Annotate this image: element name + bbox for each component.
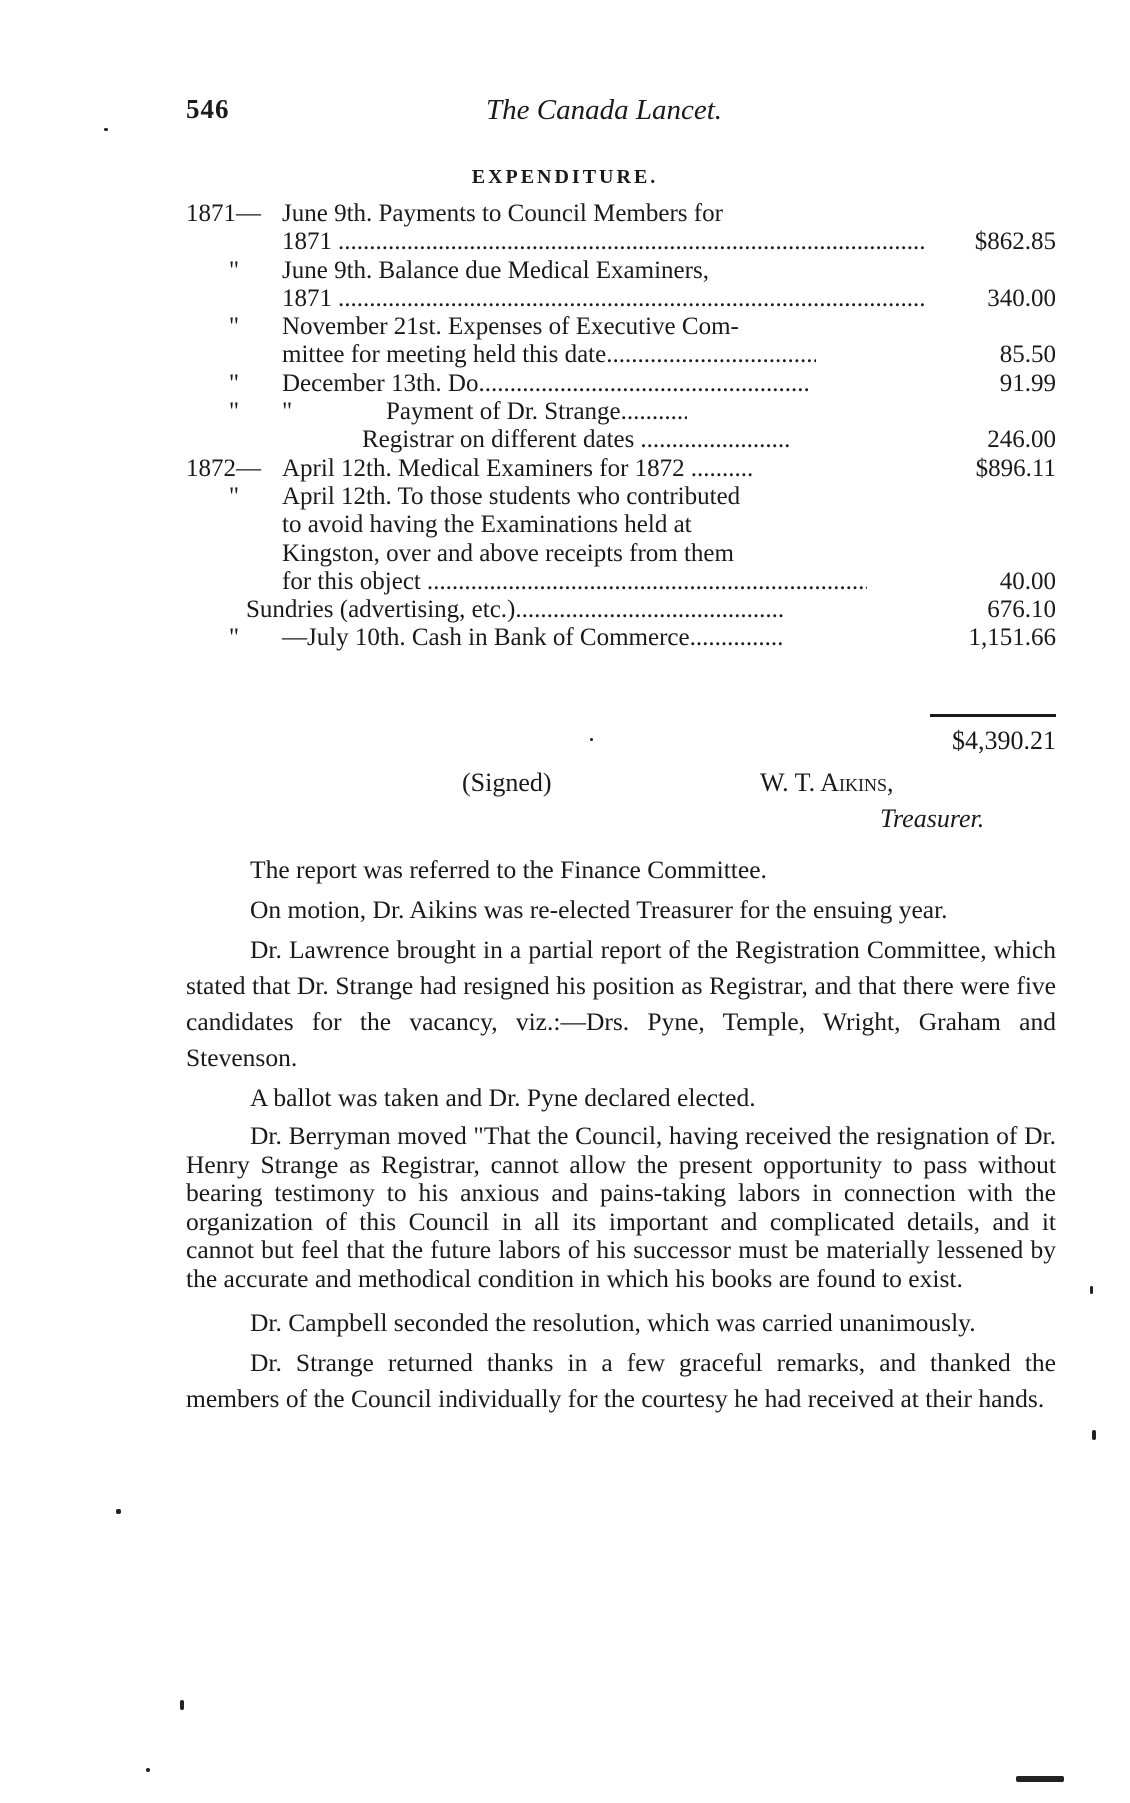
- ledger-entry: [186, 200, 1056, 257]
- entry-amount: 85.50: [999, 341, 1056, 369]
- running-header: [186, 94, 1056, 134]
- entry-text: December 13th. Do: [282, 369, 479, 397]
- entry-text: 1871: [282, 284, 332, 312]
- dot-leader: [332, 228, 958, 256]
- scan-speck: [180, 1700, 184, 1710]
- page-number: 546: [186, 94, 230, 124]
- scan-speck: [590, 738, 593, 741]
- ledger-entry: [186, 313, 1056, 370]
- ledger-entry: [186, 455, 1056, 483]
- entry-amount: 340.00: [987, 284, 1056, 312]
- entry-text: November 21st. Expenses of Executive Com-: [282, 313, 739, 341]
- entry-date-lead: 1872—: [186, 454, 261, 482]
- minutes-text: [186, 852, 1056, 1421]
- ditto-mark: ": [228, 398, 240, 426]
- entry-text: to avoid having the Examinations held at: [282, 511, 692, 539]
- ledger-entry: [186, 596, 1056, 624]
- entry-amount: 40.00: [999, 567, 1056, 595]
- entry-text: June 9th. Payments to Council Members for: [282, 200, 723, 227]
- paragraph: The report was referred to the Finance Committee.: [250, 855, 767, 884]
- total-rule: [930, 714, 1056, 717]
- dot-leader: [621, 398, 687, 426]
- entry-amount: 246.00: [987, 426, 1056, 454]
- paragraph: A ballot was taken and Dr. Pyne declared elected.: [250, 1083, 756, 1112]
- entry-text: April 12th. Medical Examiners for 1872: [282, 454, 685, 482]
- entry-date-lead: 1871—: [186, 200, 261, 227]
- ditto-mark: ": [228, 256, 240, 284]
- entry-amount: 676.10: [987, 596, 1056, 624]
- dot-leader: [685, 455, 755, 483]
- entry-text: for this object: [282, 567, 421, 595]
- signer-name: W. T. Aikins,: [760, 768, 894, 797]
- ditto-mark: ": [228, 482, 240, 510]
- dot-leader: [478, 370, 808, 398]
- entry-text: April 12th. To those students who contributed: [282, 482, 741, 510]
- scan-speck: [104, 128, 108, 131]
- paragraph: Dr. Lawrence brought in a partial report of the Registration Committee, which stated that Dr. Strange had resigned his position as Registrar, and that there were five candidates for the vacancy, viz.:—Drs. Pyne, Temple, Wright, Graham and Stevenson.: [186, 935, 1056, 1072]
- entry-amount: 1,151.66: [968, 624, 1056, 652]
- paragraph: Dr. Campbell seconded the resolution, which was carried unanimously.: [250, 1308, 976, 1337]
- paragraph: On motion, Dr. Aikins was re-elected Treasurer for the ensuing year.: [250, 895, 948, 924]
- dot-leader: [606, 341, 816, 369]
- ditto-mark: ": [228, 369, 240, 397]
- scan-speck: [1016, 1776, 1064, 1782]
- ditto-mark: ": [228, 313, 240, 341]
- dot-leader: [332, 285, 958, 313]
- entry-amount: 91.99: [999, 369, 1056, 397]
- signer-role: Treasurer.: [880, 804, 985, 833]
- scan-speck: [146, 1768, 150, 1772]
- entry-amount: $862.85: [974, 228, 1056, 256]
- section-title: EXPENDITURE.: [471, 166, 659, 188]
- dot-leader: [421, 568, 867, 596]
- paragraph: Dr. Berryman moved "That the Council, having received the resignation of Dr. Henry Strange as Registrar, cannot allow the present opportunity to pass without bearing testimony to his anxious and pains-taking labors in connection with the organization of this Council in all its important and complicated details, and it cannot but feel that the future labors of his successor must be materially lessened by the accurate and methodical condition in which his books are found to exist.: [186, 1121, 1056, 1293]
- paragraph: Dr. Strange returned thanks in a few graceful remarks, and thanked the members of the Council individually for the courtesy he had received at their hands.: [186, 1348, 1056, 1413]
- signed-label: (Signed): [462, 768, 552, 797]
- ledger-entry: [186, 257, 1056, 314]
- scan-speck: [1090, 1286, 1093, 1294]
- entry-text: Sundries (advertising, etc.): [246, 596, 516, 624]
- ledger-entry: [186, 370, 1056, 398]
- entry-text: —July 10th. Cash in Bank of Commerce: [282, 624, 690, 652]
- entry-text: 1871: [282, 228, 332, 256]
- dot-leader: [690, 624, 784, 652]
- ledger-entry: [186, 398, 1056, 455]
- entry-amount: $896.11: [975, 454, 1056, 482]
- ledger-entry: [186, 483, 1056, 596]
- signature-line: [186, 768, 1056, 802]
- expenditure-ledger: [186, 200, 1056, 653]
- ledger-entry: [186, 624, 1056, 652]
- total-amount: $4,390.21: [952, 726, 1056, 755]
- entry-text: " Payment of Dr. Strange: [282, 398, 621, 426]
- journal-title: The Canada Lancet.: [486, 94, 723, 126]
- entry-text: June 9th. Balance due Medical Examiners,: [282, 256, 709, 284]
- dot-leader: [634, 426, 790, 454]
- entry-text: Registrar on different dates: [362, 426, 635, 454]
- ditto-mark: ": [228, 624, 240, 652]
- dot-leader: [515, 596, 785, 624]
- scan-speck: [116, 1509, 121, 1514]
- scan-speck: [1092, 1430, 1096, 1440]
- entry-text: mittee for meeting held this date: [282, 341, 607, 369]
- entry-text: Kingston, over and above receipts from them: [282, 539, 734, 567]
